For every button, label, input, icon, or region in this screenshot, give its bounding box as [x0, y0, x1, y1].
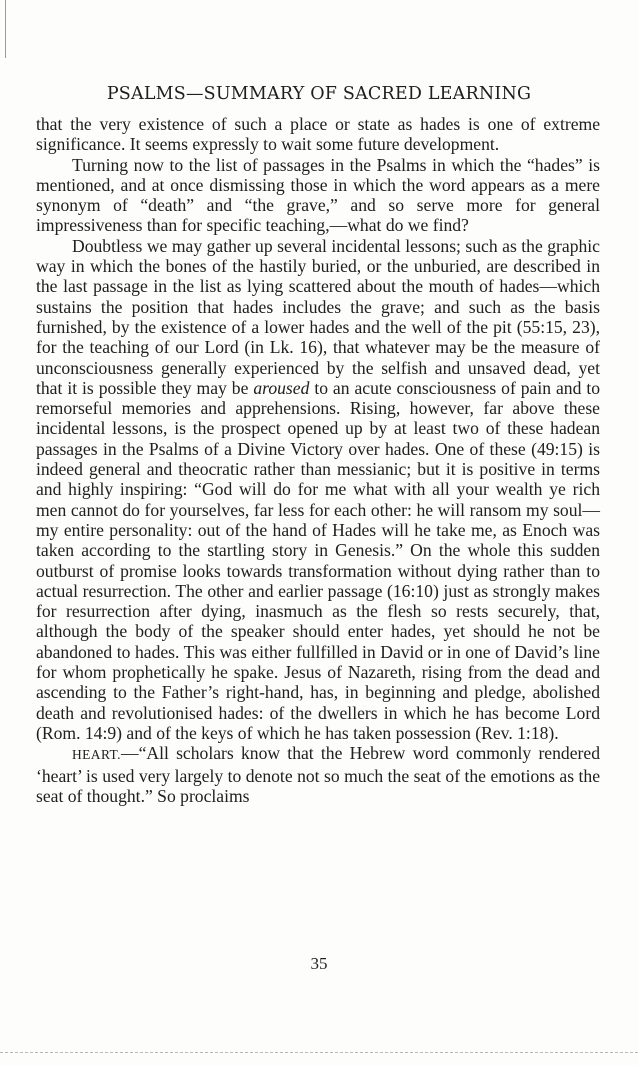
entry-heading: HEART. — [72, 747, 121, 763]
italic-word: aroused — [253, 377, 310, 398]
paragraph-3-text-a: Doubtless we may gather up several incidental lessons; such as the graphic way in which the bones of the hastily buried, or the unburied, are described in the last passage in the list as lying scattered about the mouth of hades—which sustains the position that hades includes the grave; and such as the basis furnished, by the existence of a lower hades and the well of the pit (55:15, 23), for the teaching of our Lord (in Lk. 16), that whatever may be the measure of unconsciousness generally experienced by the selfish and unsaved dead, yet that it is possible they may be — [36, 235, 600, 398]
paragraph-4-text: —“All scholars know that the Hebrew word commonly rendered ‘heart’ is used very largely to denote not so much the seat of the emotions as the seat of thought.” So proclaims — [36, 743, 600, 806]
paragraph-4 — [36, 743, 600, 806]
margin-rule — [5, 0, 6, 58]
paragraph-3 — [36, 236, 600, 743]
running-head: PSALMS—SUMMARY OF SACRED LEARNING — [106, 84, 532, 104]
paragraph-2: Turning now to the list of passages in the Psalms in which the “hades” is mentioned, and at once dismissing those in which the word appears as a mere synonym of “death” and “the grave,” and so serve more for general impressiveness than for specific teaching,—what do we find? — [36, 154, 600, 236]
paragraph-1: that the very existence of such a place or state as hades is one of extreme significance. It seems expressly to wait some future development. — [36, 114, 600, 155]
page-number: 35 — [310, 954, 328, 973]
paragraph-3-text-b: to an acute consciousness of pain and to remorseful memories and apprehensions. Rising, however, far above these incidental lessons, is the prospect opened up by at least two of these hadean passages in the Psalms of a Divine Victory over hades. One of these (49:15) is indeed general and theocratic rather than messianic; but it is positive in terms and highly inspiring: “God will do for me what with all your wealth ye rich men cannot do for yourselves, far less for each other: he will ransom my soul—my entire personality: out of the hand of Hades will he take me, as Enoch was taken according to the startling story in Genesis.” On the whole this sudden outburst of promise looks towards transformation without dying rather than to actual resurrection. The other and earlier passage (16:10) just as strongly makes for resurrection after dying, inasmuch as the flesh so rests securely, that, although the body of the speaker should enter hades, yet should he not be abandoned to hades. This was either fullfilled in David or in one of David’s line for whom prophetically he spake. Jesus of Nazareth, rising from the dead and ascending to the Father’s right-hand, has, in beginning and pledge, abolished death and revolutionised hades: of the dwellers in which he has become Lord (Rom. 14:9) and of the keys of which he has taken possession (Rev. 1:18). — [36, 377, 601, 743]
body-text — [36, 114, 600, 806]
page-bottom-edge — [0, 1052, 638, 1054]
